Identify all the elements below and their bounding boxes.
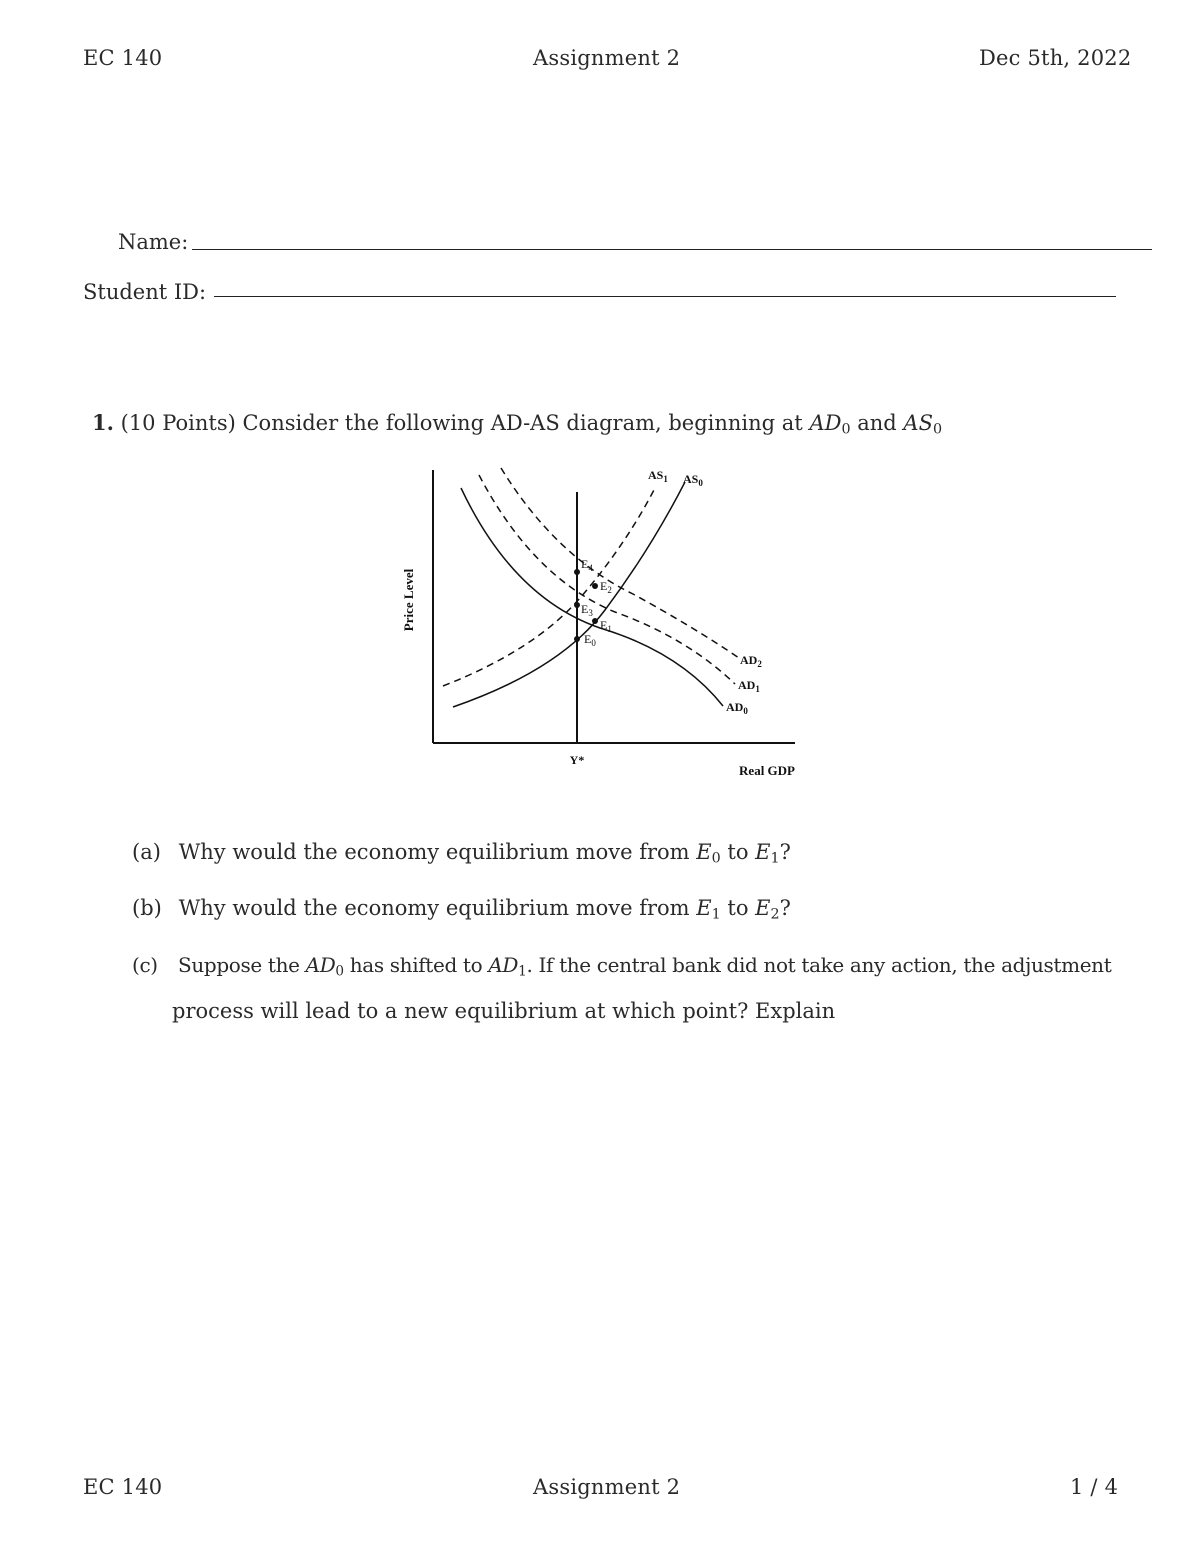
label-e4: $E_4$ [581,557,593,573]
footer-title: Assignment 2 [533,1475,681,1499]
label-e0: $E_0$ [584,632,596,648]
student-id-field[interactable] [214,296,1116,297]
subquestion-c-mid: has shifted to [349,953,483,977]
subquestion-c-line2: process will lead to a new equilibrium at which point? Explain [172,999,836,1023]
math-ad1: $AD_1$ [488,953,527,980]
point-e0 [574,636,580,642]
as0-curve [453,482,685,707]
label-e3: $E_3$ [581,602,593,618]
question-1-heading [92,410,942,438]
subquestion-a-text: Why would the economy equilibrium move from [178,840,690,864]
math-e-to: $E_1$ [755,840,780,867]
subquestion-c-pre: Suppose the [178,953,300,977]
question-text: Consider the following AD-AS diagram, beginning at [242,411,803,435]
subquestion-b-end: ? [779,896,791,920]
point-e2 [592,583,598,589]
subquestion-b-text: Why would the economy equilibrium move from [178,896,690,920]
math-as: $AS_0$ [903,411,943,438]
point-e3 [574,602,580,608]
name-field[interactable] [192,249,1152,250]
label-e2: $E_2$ [600,579,612,595]
x-axis-label: Real GDP [739,763,795,778]
name-label: Name: [118,230,189,254]
math-ad0: $AD_0$ [305,953,344,980]
math-ad: $AD_0$ [809,411,851,438]
page-number: 1 / 4 [1070,1475,1119,1499]
question-conj: and [857,411,897,435]
subquestion-c-label: (c) [132,953,158,977]
label-as0: $AS_0$ [683,472,703,488]
label-ad1: $AD_1$ [738,678,760,694]
label-e1: $E_1$ [600,618,612,634]
question-number: 1. [92,410,114,435]
header-date: Dec 5th, 2022 [979,46,1132,70]
subquestion-a [132,840,791,867]
y-axis-label: Price Level [401,568,416,632]
question-points: (10 Points) [120,411,236,435]
subquestion-b [132,896,791,923]
subquestion-c-post: . If the central bank did not take any action, the adjustment [526,953,1112,977]
header-course: EC 140 [83,46,163,70]
footer-course: EC 140 [83,1475,163,1499]
header-title: Assignment 2 [533,46,681,70]
subquestion-a-end: ? [779,840,791,864]
point-e4 [574,569,580,575]
ad0-curve [461,488,723,706]
ad-as-diagram [395,460,815,790]
x-tick-label: Y* [569,753,585,767]
point-e1 [592,618,598,624]
subquestion-a-label: (a) [132,840,161,864]
label-as1: $AS_1$ [648,468,668,484]
student-id-label: Student ID: [83,280,207,304]
label-ad2: $AD_2$ [740,653,762,669]
ad2-curve [501,468,739,658]
math-e-from: $E_1$ [696,896,721,923]
math-e-from: $E_0$ [696,840,721,867]
subquestion-b-label: (b) [132,896,162,920]
subquestion-b-to: to [727,896,749,920]
label-ad0: $AD_0$ [726,700,748,716]
as1-curve [443,488,655,686]
math-e-to: $E_2$ [755,896,780,923]
subquestion-c [132,953,1111,979]
subquestion-a-to: to [727,840,749,864]
